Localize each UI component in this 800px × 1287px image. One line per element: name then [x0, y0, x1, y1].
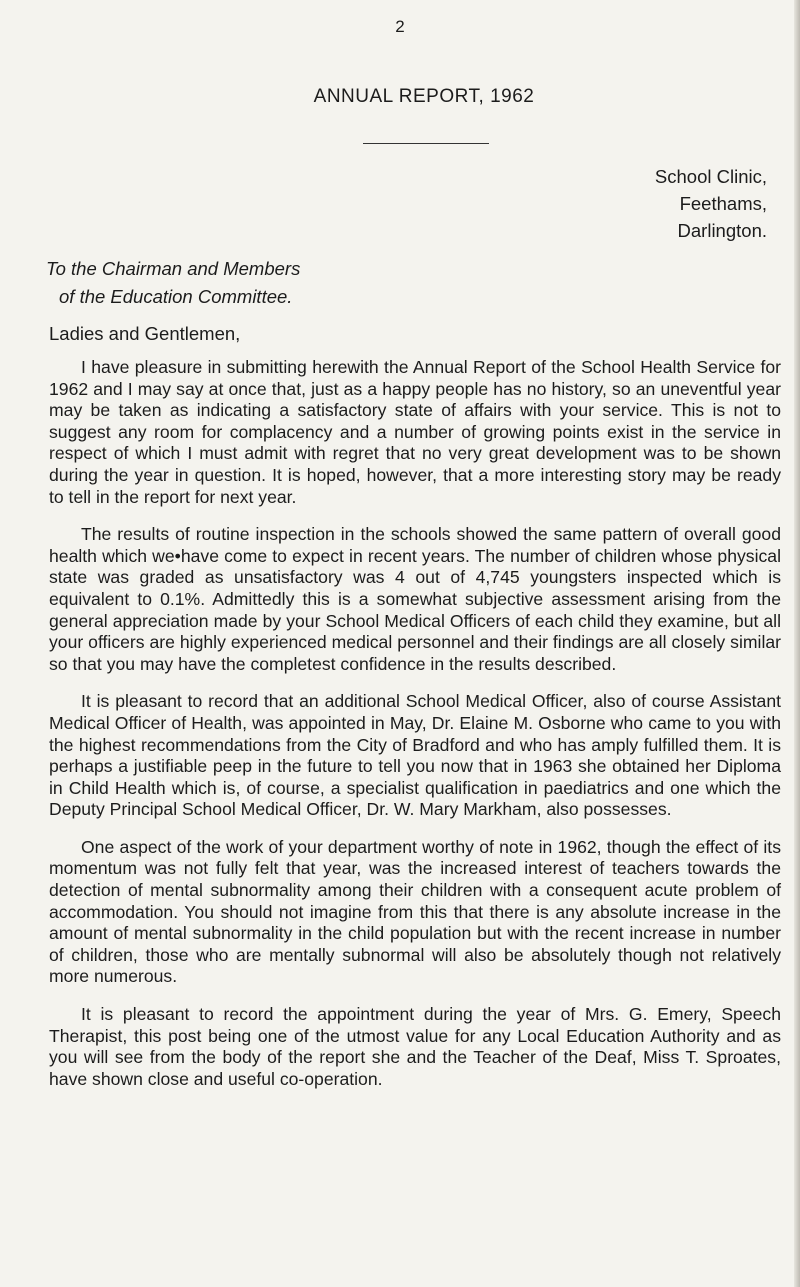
title-divider [363, 143, 489, 144]
report-title: ANNUAL REPORT, 1962 [313, 86, 535, 107]
page-number: 2 [395, 17, 405, 36]
letter-body [49, 357, 781, 1106]
page-edge-shadow [794, 0, 800, 1287]
recipient-line: To the Chairman and Members [46, 258, 301, 279]
address-line: Darlington. [677, 220, 767, 241]
body-paragraph: I have pleasure in submitting herewith the Annual Report of the School Health Service for 1962 and I may say at once that, just as a happy people has no history, so an uneventful year may be taken as indicating a satisfactory state of affairs with your service. This is not to suggest any room for complacency and a number of growing points exist in the service in respect of which I must admit with regret that no very great development was to be shown during the year in question. It is hoped, however, that a more interesting story may be ready to tell in the report for next year. [49, 357, 781, 507]
address-line: School Clinic, [654, 166, 767, 187]
recipient-block [46, 255, 300, 311]
salutation: Ladies and Gentlemen, [49, 323, 241, 344]
body-paragraph: The results of routine inspection in the schools showed the same pattern of overall good health which we•have come to expect in recent years. The number of children whose physical state was graded as unsatisfactory was 4 out of 4,745 youngsters inspected which is equivalent to 0.1%. Admittedly this is a somewhat subjective assessment arising from the general appreciation made by your School Medical Officers of each child they examine, but all your officers are highly experienced medical personnel and their findings are all closely similar so that you may have the completest confidence in the results described. [49, 524, 781, 674]
body-paragraph: It is pleasant to record the appointment during the year of Mrs. G. Emery, Speech Therapist, this post being one of the utmost value for any Local Education Authority and as you will see from the body of the report she and the Teacher of the Deaf, Miss T. Sproates, have shown close and useful co-operation. [49, 1004, 781, 1089]
recipient-line: of the Education Committee. [59, 286, 293, 307]
address-line: Feethams, [679, 193, 767, 214]
sender-address [655, 163, 767, 244]
body-paragraph: It is pleasant to record that an additional School Medical Officer, also of course Assistant Medical Officer of Health, was appointed in May, Dr. Elaine M. Osborne who came to you with the highest recommendations from the City of Bradford and who has amply fulfilled them. It is perhaps a justifiable peep in the future to tell you now that in 1963 she obtained her Diploma in Child Health which is, of course, a specialist qualification in paediatrics and one which the Deputy Principal School Medical Officer, Dr. W. Mary Markham, also possesses. [49, 691, 781, 820]
body-paragraph: One aspect of the work of your department worthy of note in 1962, though the effect of its momentum was not fully felt that year, was the increased interest of teachers towards the detection of mental subnormality among their children with a consequent acute problem of accommodation. You should not imagine from this that there is any absolute increase in the amount of mental subnormality in the child population but with the recent increase in number of children, those who are mentally subnormal will also be absolutely though not relatively more numerous. [49, 836, 781, 987]
